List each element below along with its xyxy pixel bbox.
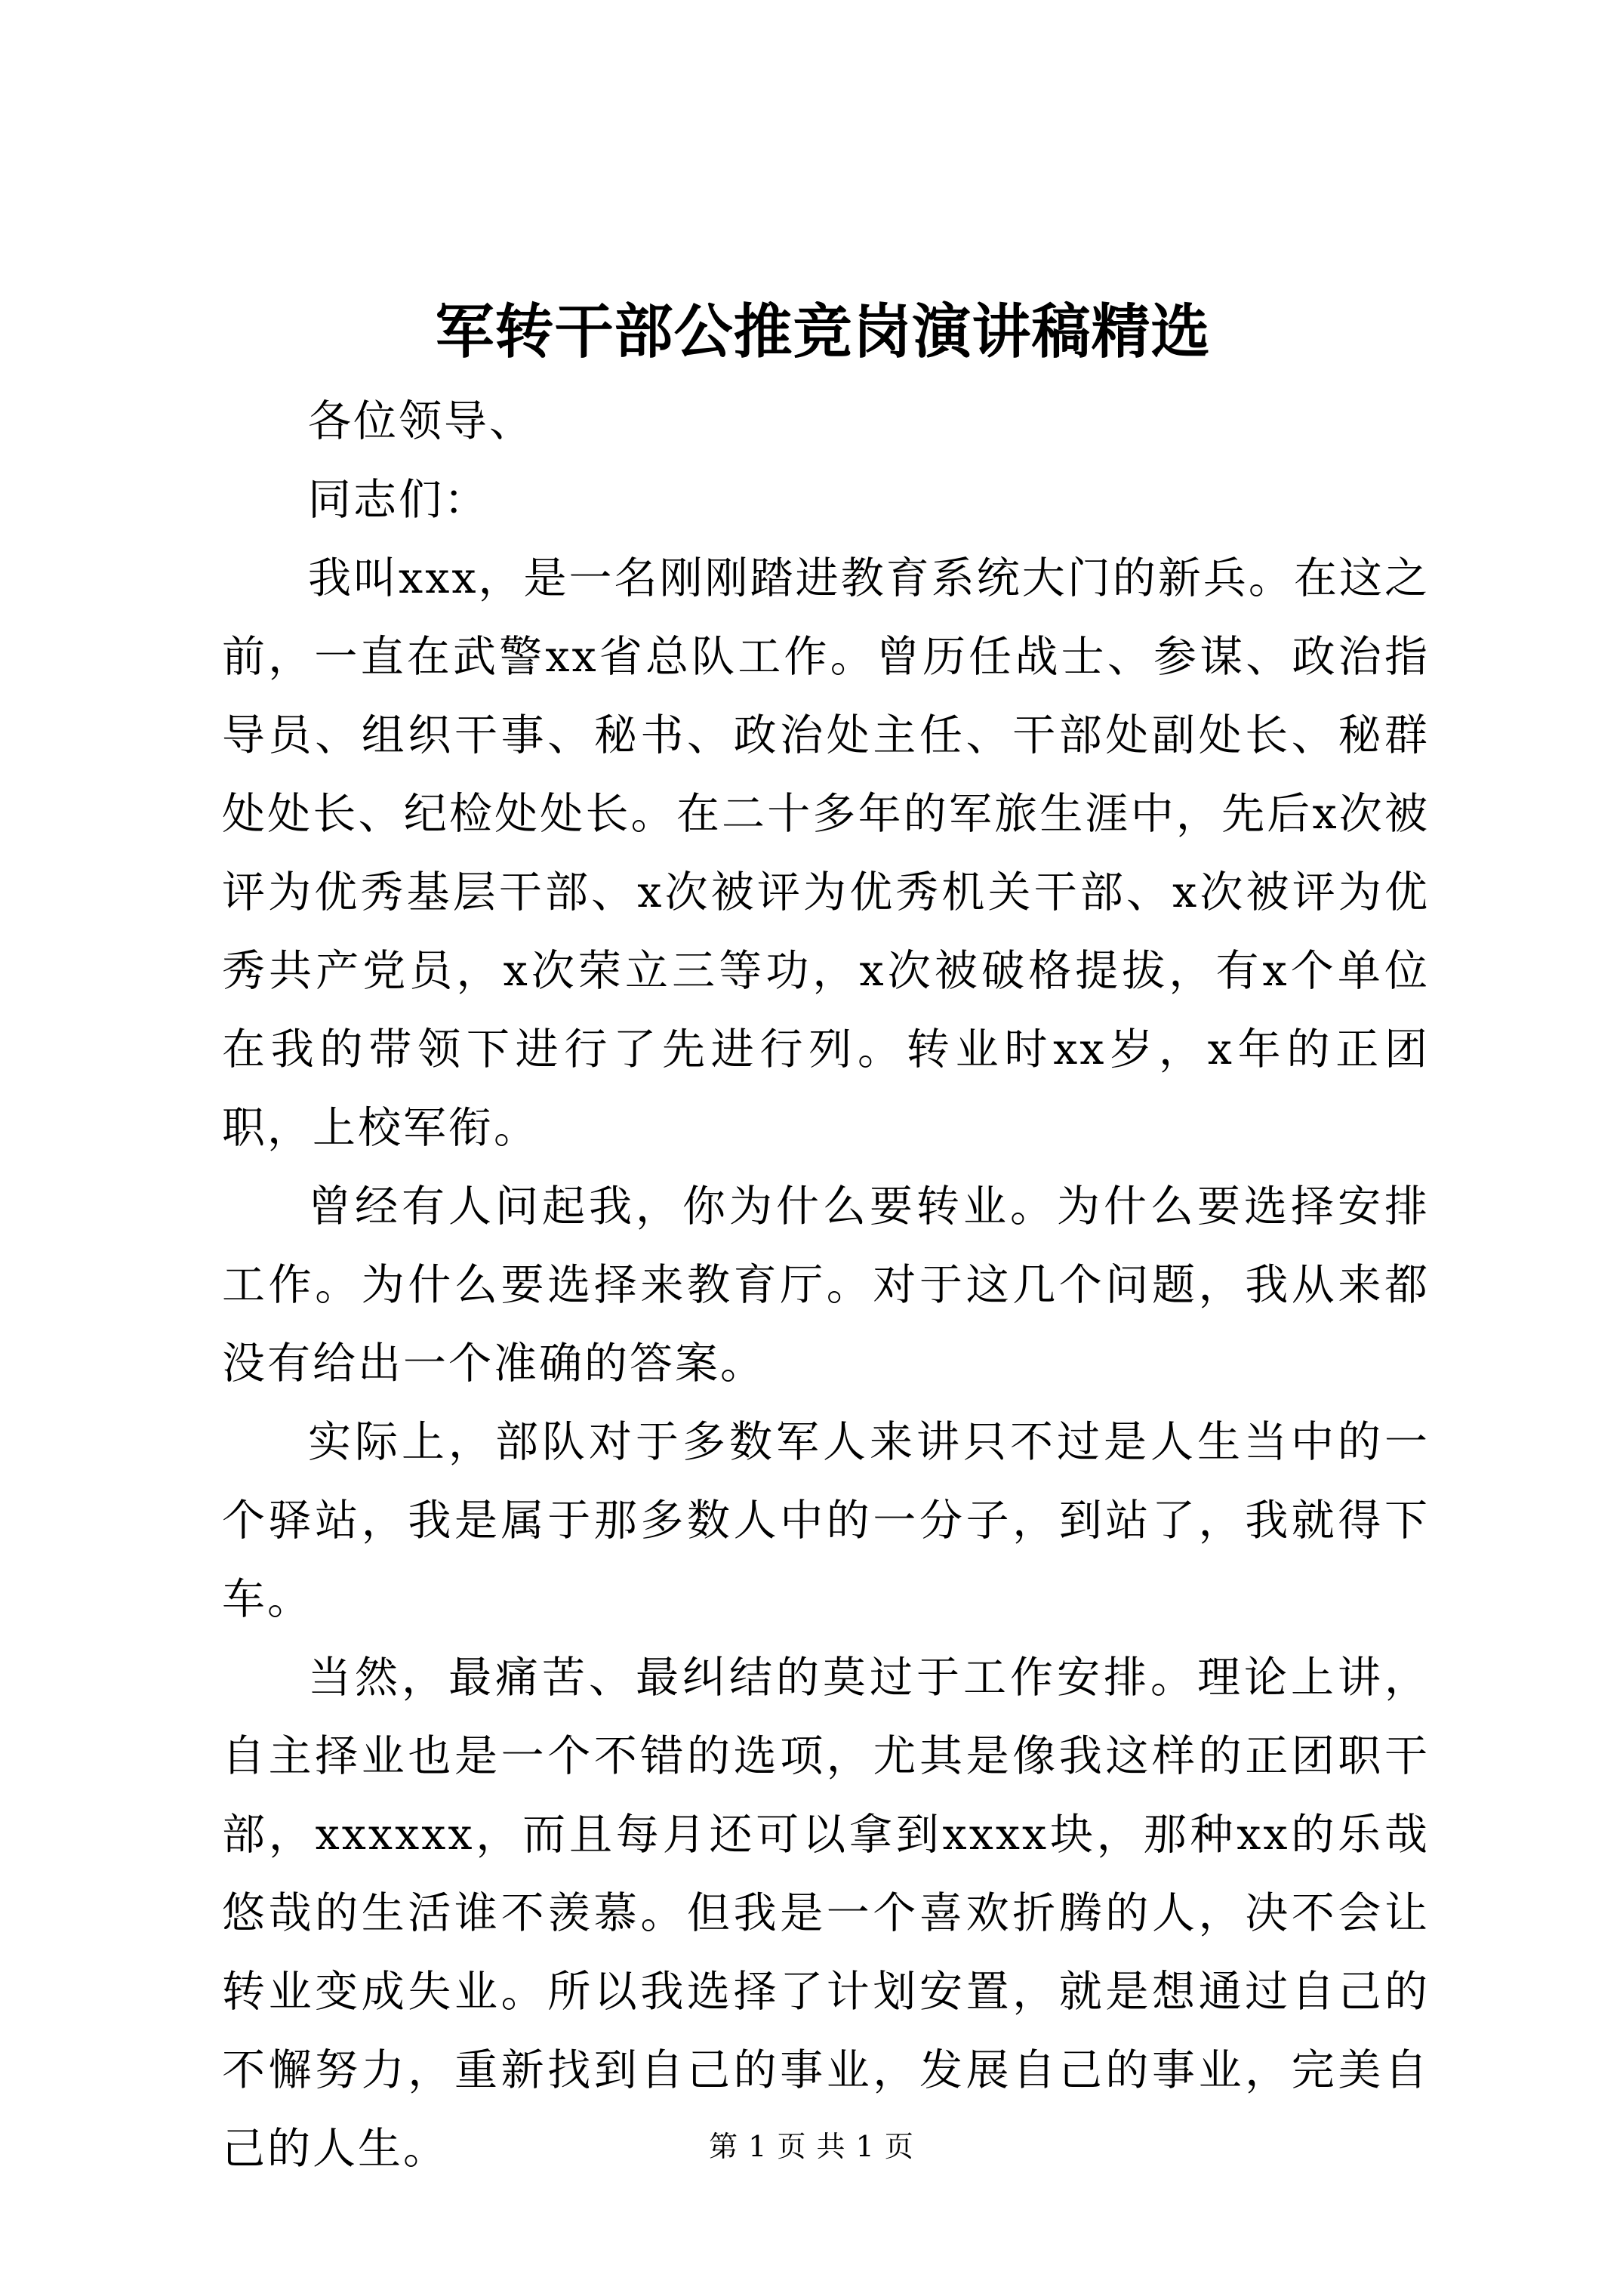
document-body <box>222 382 1430 2188</box>
paragraph-station: 实际上，部队对于多数军人来讲只不过是人生当中的一个驿站，我是属于那多数人中的一分子，到站了，我就得下车。 <box>222 1417 1430 1624</box>
document-title: 军转干部公推竞岗演讲稿精选 <box>435 297 1211 366</box>
salutation-line-2: 同志们： <box>308 475 489 525</box>
paragraph-arrangement: 当然，最痛苦、最纠结的莫过于工作安排。理论上讲，自主择业也是一个不错的选项，尤其是像我这样的正团职干部，xxxxxx，而且每月还可以拿到xxxx块，那种xx的乐哉悠哉的生活谁不羡慕。但我是一个喜欢折腾的人，决不会让转业变成失业。所以我选择了计划安置，就是想通过自己的不懈努力，重新找到自己的事业，发展自己的事业，完美自己的人生。 <box>222 1653 1430 2174</box>
page-footer: 第 1 页 共 1 页 <box>709 2130 914 2163</box>
paragraph-question: 曾经有人问起我，你为什么要转业。为什么要选择安排工作。为什么要选择来教育厅。对于这几个问题，我从来都没有给出一个准确的答案。 <box>222 1182 1430 1388</box>
paragraph-introduction: 我叫xxx，是一名刚刚踏进教育系统大门的新兵。在这之前，一直在武警xx省总队工作。曾历任战士、参谋、政治指导员、组织干事、秘书、政治处主任、干部处副处长、秘群处处长、纪检处处长。在二十多年的军旅生涯中，先后x次被评为优秀基层干部、x次被评为优秀机关干部、x次被评为优秀共产党员，x次荣立三等功，x次被破格提拔，有x个单位在我的带领下进行了先进行列。转业时xx岁，x年的正团职，上校军衔。 <box>222 553 1430 1153</box>
salutation-line-1: 各位领导、 <box>308 396 534 446</box>
